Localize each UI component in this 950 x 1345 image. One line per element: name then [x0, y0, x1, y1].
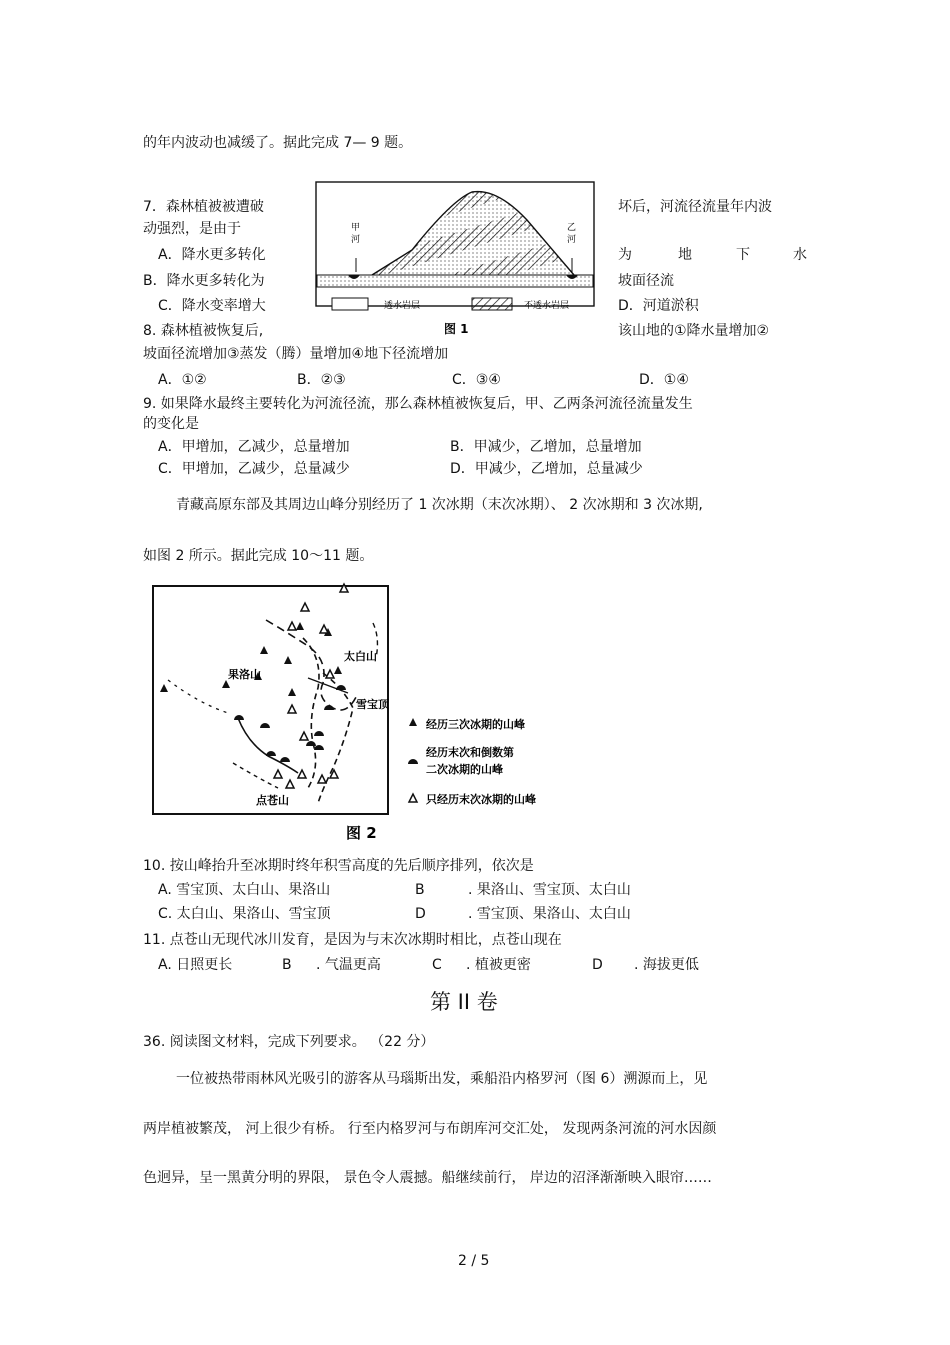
label-guoluo-mountain: 果洛山	[228, 668, 261, 681]
q8-stem-part2: 该山地的①降水量增加②	[618, 323, 770, 339]
label-diancang-mountain: 点苍山	[256, 794, 289, 807]
q11-option-d-letter: D	[592, 957, 603, 973]
intro-line: 的年内波动也减缓了。据此完成 7— 9 题。	[143, 135, 413, 151]
q10-option-c: C. 太白山、果洛山、雪宝顶	[158, 906, 331, 922]
glacier-paragraph-line1: 青藏高原东部及其周边山峰分别经历了 1 次冰期（末次冰期）、 2 次冰期和 3 次冰期,	[176, 497, 703, 513]
q10-option-a: A. 雪宝顶、太白山、果洛山	[158, 882, 331, 898]
river-yi-label-1: 乙	[567, 223, 577, 233]
q7-option-c: C．降水变率增大	[158, 298, 266, 314]
q7-stem-part3: 动强烈，是由于	[143, 221, 241, 237]
q9-stem-part2: 的变化是	[143, 416, 199, 432]
q7-option-a-tail-4: 水	[793, 247, 807, 263]
q8-stem-part3: 坡面径流增加③蒸发（腾）量增加④地下径流增加	[143, 346, 449, 362]
q11-option-b: . 气温更高	[316, 957, 381, 973]
q7-option-b: B．降水更多转化为	[143, 273, 265, 289]
q36-stem: 36. 阅读图文材料，完成下列要求。 （22 分）	[143, 1034, 435, 1050]
q7-option-a-tail-2: 地	[678, 247, 692, 263]
q9-stem-part1: 9. 如果降水最终主要转化为河流径流，那么森林植被恢复后，甲、乙两条河流径流量发生	[143, 396, 693, 412]
q11-option-a: A. 日照更长	[158, 957, 233, 973]
q9-option-b: B．甲减少，乙增加，总量增加	[450, 439, 642, 455]
q36-paragraph-line1: 一位被热带雨林风光吸引的游客从马瑙斯出发，乘船沿内格罗河（图 6）溯源而上，见	[176, 1071, 708, 1087]
river-jia-label-1: 甲	[351, 223, 361, 233]
q8-option-d: D．①④	[639, 372, 689, 388]
legend-three-glaciation-label: 经历三次冰期的山峰	[426, 718, 525, 731]
legend-permeable-swatch	[332, 298, 368, 310]
glacier-paragraph-line2: 如图 2 所示。据此完成 10～11 题。	[143, 548, 374, 564]
q9-option-d: D．甲减少，乙增加，总量减少	[450, 461, 643, 477]
legend-three-glaciation-symbol	[409, 718, 417, 726]
q9-option-a: A．甲增加，乙减少，总量增加	[158, 439, 350, 455]
legend-permeable-label: 透水岩层	[384, 301, 421, 311]
q7-option-a: A．降水更多转化	[158, 247, 266, 263]
label-taibai-mountain: 太白山	[344, 650, 377, 663]
q11-option-d: . 海拔更低	[634, 957, 699, 973]
q36-paragraph-line3: 色迥异，呈一黑黄分明的界限， 景色令人震撼。船继续前行， 岸边的沼泽渐渐映入眼帘……	[143, 1170, 712, 1186]
q7-stem-part2: 坏后，河流径流量年内波	[618, 199, 772, 215]
section-title: 第 II 卷	[430, 990, 498, 1014]
figure-2-map	[148, 578, 588, 848]
q11-stem: 11. 点苍山无现代冰川发育，是因为与末次冰期时相比，点苍山现在	[143, 932, 562, 948]
legend-two-glaciation-label-2: 二次冰期的山峰	[426, 763, 503, 776]
q7-option-a-tail-3: 下	[736, 247, 750, 263]
legend-two-glaciation-symbol	[408, 759, 418, 764]
label-xuebao-peak: 雪宝顶	[356, 698, 389, 711]
figure-2-caption: 图 2	[346, 824, 377, 842]
q8-option-a: A．①②	[158, 372, 207, 388]
legend-impermeable-label: 不透水岩层	[524, 301, 570, 311]
q11-option-b-letter: B	[282, 957, 292, 973]
q8-option-b: B．②③	[297, 372, 346, 388]
page-number: 2 / 5	[458, 1253, 490, 1269]
q8-option-c: C．③④	[452, 372, 501, 388]
q10-option-d-letter: D	[415, 906, 426, 922]
legend-two-glaciation-label-1: 经历末次和倒数第	[426, 746, 514, 759]
q11-option-c: . 植被更密	[466, 957, 531, 973]
q10-option-b-letter: B	[415, 882, 425, 898]
q10-stem: 10. 按山峰抬升至冰期时终年积雪高度的先后顺序排列，依次是	[143, 858, 534, 874]
q8-stem-part1: 8. 森林植被恢复后,	[143, 323, 264, 339]
q11-option-c-letter: C	[432, 957, 442, 973]
q7-stem-part1: 7．森林植被被遭破	[143, 199, 264, 215]
q7-option-b-tail: 坡面径流	[618, 273, 674, 289]
legend-impermeable-swatch	[472, 298, 512, 310]
figure-1-caption: 图 1	[444, 322, 469, 336]
river-jia-label-2: 河	[351, 235, 361, 245]
legend-one-glaciation-label: 只经历末次冰期的山峰	[426, 793, 536, 806]
river-yi-label-2: 河	[567, 235, 577, 245]
q10-option-b: . 果洛山、雪宝顶、太白山	[468, 882, 631, 898]
q9-option-c: C．甲增加，乙减少，总量减少	[158, 461, 350, 477]
figure-1-cross-section	[312, 180, 602, 340]
legend-one-glaciation-symbol	[409, 794, 417, 802]
q7-option-a-tail-1: 为	[618, 247, 632, 263]
q7-option-d: D．河道淤积	[618, 298, 699, 314]
q10-option-d: . 雪宝顶、果洛山、太白山	[468, 906, 631, 922]
figure-2-frame	[153, 586, 388, 814]
q36-paragraph-line2: 两岸植被繁茂， 河上很少有桥。 行至内格罗河与布朗库河交汇处， 发现两条河流的河水因颜	[143, 1121, 717, 1137]
